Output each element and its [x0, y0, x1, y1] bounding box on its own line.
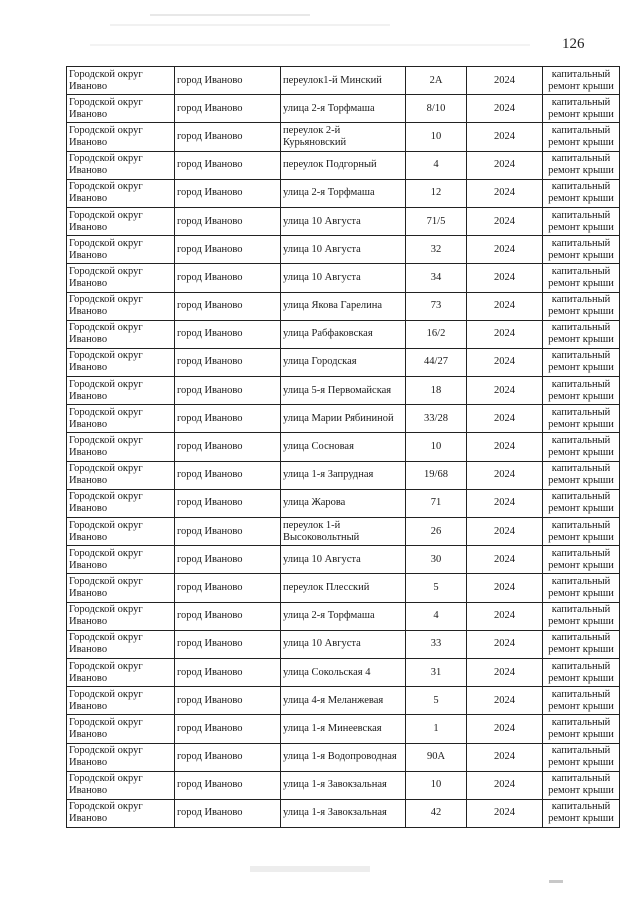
table-row [67, 687, 620, 715]
city-cell: город Иваново [175, 123, 281, 151]
city-cell: город Иваново [175, 602, 281, 630]
year-cell: 2024 [467, 264, 543, 292]
city-cell: город Иваново [175, 151, 281, 179]
table-row [67, 151, 620, 179]
table-row [67, 799, 620, 827]
district-cell: Городской округ Иваново [67, 687, 175, 715]
city-cell: город Иваново [175, 348, 281, 376]
year-cell: 2024 [467, 630, 543, 658]
table-row [67, 715, 620, 743]
house-number-cell: 90А [406, 743, 467, 771]
district-cell: Городской округ Иваново [67, 433, 175, 461]
year-cell: 2024 [467, 771, 543, 799]
house-number-cell: 10 [406, 123, 467, 151]
district-cell: Городской округ Иваново [67, 489, 175, 517]
district-cell: Городской округ Иваново [67, 67, 175, 95]
scan-artifact [250, 866, 370, 872]
year-cell: 2024 [467, 320, 543, 348]
work-type-cell: капитальный ремонт крыши [543, 489, 620, 517]
year-cell: 2024 [467, 799, 543, 827]
street-cell: улица 1-я Минеевская [281, 715, 406, 743]
work-type-cell: капитальный ремонт крыши [543, 461, 620, 489]
street-cell: улица 2-я Торфмаша [281, 95, 406, 123]
work-type-cell: капитальный ремонт крыши [543, 546, 620, 574]
district-cell: Городской округ Иваново [67, 602, 175, 630]
table-row [67, 320, 620, 348]
work-type-cell: капитальный ремонт крыши [543, 179, 620, 207]
district-cell: Городской округ Иваново [67, 799, 175, 827]
table-row [67, 630, 620, 658]
city-cell: город Иваново [175, 743, 281, 771]
work-type-cell: капитальный ремонт крыши [543, 236, 620, 264]
table-row [67, 292, 620, 320]
house-number-cell: 2А [406, 67, 467, 95]
district-cell: Городской округ Иваново [67, 151, 175, 179]
district-cell: Городской округ Иваново [67, 292, 175, 320]
work-type-cell: капитальный ремонт крыши [543, 574, 620, 602]
table-row [67, 546, 620, 574]
year-cell: 2024 [467, 658, 543, 686]
district-cell: Городской округ Иваново [67, 771, 175, 799]
street-cell: улица Якова Гарелина [281, 292, 406, 320]
city-cell: город Иваново [175, 461, 281, 489]
table-row [67, 518, 620, 546]
city-cell: город Иваново [175, 95, 281, 123]
work-type-cell: капитальный ремонт крыши [543, 658, 620, 686]
street-cell: улица 1-я Водопроводная [281, 743, 406, 771]
district-cell: Городской округ Иваново [67, 518, 175, 546]
year-cell: 2024 [467, 461, 543, 489]
house-number-cell: 10 [406, 433, 467, 461]
scan-artifact [110, 24, 390, 26]
year-cell: 2024 [467, 518, 543, 546]
table-row [67, 377, 620, 405]
house-number-cell: 5 [406, 574, 467, 602]
district-cell: Городской округ Иваново [67, 320, 175, 348]
year-cell: 2024 [467, 207, 543, 235]
house-number-cell: 30 [406, 546, 467, 574]
city-cell: город Иваново [175, 630, 281, 658]
house-number-cell: 26 [406, 518, 467, 546]
table-row [67, 461, 620, 489]
city-cell: город Иваново [175, 799, 281, 827]
city-cell: город Иваново [175, 292, 281, 320]
street-cell: переулок Плесский [281, 574, 406, 602]
table-row [67, 405, 620, 433]
district-cell: Городской округ Иваново [67, 207, 175, 235]
city-cell: город Иваново [175, 207, 281, 235]
house-number-cell: 71/5 [406, 207, 467, 235]
table-row [67, 433, 620, 461]
city-cell: город Иваново [175, 264, 281, 292]
city-cell: город Иваново [175, 236, 281, 264]
page-number: 126 [562, 36, 585, 52]
district-cell: Городской округ Иваново [67, 123, 175, 151]
district-cell: Городской округ Иваново [67, 461, 175, 489]
house-number-cell: 5 [406, 687, 467, 715]
house-number-cell: 19/68 [406, 461, 467, 489]
district-cell: Городской округ Иваново [67, 377, 175, 405]
table-row [67, 123, 620, 151]
house-number-cell: 34 [406, 264, 467, 292]
street-cell: улица 1-я Завокзальная [281, 799, 406, 827]
table-row [67, 67, 620, 95]
work-type-cell: капитальный ремонт крыши [543, 687, 620, 715]
street-cell: улица 5-я Первомайская [281, 377, 406, 405]
house-number-cell: 4 [406, 602, 467, 630]
year-cell: 2024 [467, 377, 543, 405]
street-cell: улица Сокольская 4 [281, 658, 406, 686]
district-cell: Городской округ Иваново [67, 574, 175, 602]
table-row [67, 95, 620, 123]
district-cell: Городской округ Иваново [67, 95, 175, 123]
street-cell: улица 10 Августа [281, 546, 406, 574]
house-number-cell: 42 [406, 799, 467, 827]
house-number-cell: 1 [406, 715, 467, 743]
scan-artifact [90, 44, 530, 46]
year-cell: 2024 [467, 687, 543, 715]
year-cell: 2024 [467, 433, 543, 461]
city-cell: город Иваново [175, 179, 281, 207]
year-cell: 2024 [467, 348, 543, 376]
house-number-cell: 4 [406, 151, 467, 179]
street-cell: улица 10 Августа [281, 264, 406, 292]
street-cell: переулок 2-й Курьяновский [281, 123, 406, 151]
year-cell: 2024 [467, 715, 543, 743]
work-type-cell: капитальный ремонт крыши [543, 743, 620, 771]
year-cell: 2024 [467, 123, 543, 151]
work-type-cell: капитальный ремонт крыши [543, 602, 620, 630]
city-cell: город Иваново [175, 433, 281, 461]
street-cell: улица 1-я Завокзальная [281, 771, 406, 799]
year-cell: 2024 [467, 405, 543, 433]
year-cell: 2024 [467, 743, 543, 771]
work-type-cell: капитальный ремонт крыши [543, 405, 620, 433]
city-cell: город Иваново [175, 377, 281, 405]
district-cell: Городской округ Иваново [67, 236, 175, 264]
city-cell: город Иваново [175, 518, 281, 546]
house-number-cell: 31 [406, 658, 467, 686]
house-number-cell: 32 [406, 236, 467, 264]
work-type-cell: капитальный ремонт крыши [543, 207, 620, 235]
work-type-cell: капитальный ремонт крыши [543, 264, 620, 292]
table-row [67, 348, 620, 376]
house-number-cell: 10 [406, 771, 467, 799]
table-row [67, 658, 620, 686]
city-cell: город Иваново [175, 67, 281, 95]
street-cell: улица 1-я Запрудная [281, 461, 406, 489]
table-row [67, 489, 620, 517]
street-cell: улица Жарова [281, 489, 406, 517]
house-number-cell: 18 [406, 377, 467, 405]
table-row [67, 743, 620, 771]
work-type-cell: капитальный ремонт крыши [543, 377, 620, 405]
city-cell: город Иваново [175, 687, 281, 715]
street-cell: улица 10 Августа [281, 236, 406, 264]
year-cell: 2024 [467, 489, 543, 517]
house-number-cell: 33 [406, 630, 467, 658]
street-cell: переулок 1-й Высоковольтный [281, 518, 406, 546]
street-cell: улица Рабфаковская [281, 320, 406, 348]
city-cell: город Иваново [175, 715, 281, 743]
registry-rows [67, 67, 620, 828]
table-row [67, 602, 620, 630]
district-cell: Городской округ Иваново [67, 630, 175, 658]
house-number-cell: 71 [406, 489, 467, 517]
house-number-cell: 73 [406, 292, 467, 320]
year-cell: 2024 [467, 602, 543, 630]
district-cell: Городской округ Иваново [67, 658, 175, 686]
street-cell: улица Марии Рябининой [281, 405, 406, 433]
street-cell: улица 10 Августа [281, 207, 406, 235]
scan-artifact [150, 14, 310, 16]
table-row [67, 771, 620, 799]
city-cell: город Иваново [175, 546, 281, 574]
work-type-cell: капитальный ремонт крыши [543, 320, 620, 348]
table-row [67, 264, 620, 292]
table-row [67, 574, 620, 602]
district-cell: Городской округ Иваново [67, 179, 175, 207]
house-number-cell: 33/28 [406, 405, 467, 433]
house-number-cell: 8/10 [406, 95, 467, 123]
work-type-cell: капитальный ремонт крыши [543, 771, 620, 799]
year-cell: 2024 [467, 67, 543, 95]
street-cell: улица 2-я Торфмаша [281, 179, 406, 207]
street-cell: улица Городская [281, 348, 406, 376]
year-cell: 2024 [467, 236, 543, 264]
table-row [67, 236, 620, 264]
district-cell: Городской округ Иваново [67, 715, 175, 743]
house-number-cell: 44/27 [406, 348, 467, 376]
city-cell: город Иваново [175, 320, 281, 348]
work-type-cell: капитальный ремонт крыши [543, 151, 620, 179]
street-cell: улица Сосновая [281, 433, 406, 461]
street-cell: улица 2-я Торфмаша [281, 602, 406, 630]
work-type-cell: капитальный ремонт крыши [543, 67, 620, 95]
street-cell: улица 4-я Меланжевая [281, 687, 406, 715]
year-cell: 2024 [467, 574, 543, 602]
year-cell: 2024 [467, 546, 543, 574]
city-cell: город Иваново [175, 489, 281, 517]
scan-artifact [549, 880, 563, 883]
year-cell: 2024 [467, 151, 543, 179]
house-number-cell: 16/2 [406, 320, 467, 348]
city-cell: город Иваново [175, 658, 281, 686]
street-cell: переулок Подгорный [281, 151, 406, 179]
work-type-cell: капитальный ремонт крыши [543, 715, 620, 743]
work-type-cell: капитальный ремонт крыши [543, 518, 620, 546]
year-cell: 2024 [467, 179, 543, 207]
table-row [67, 207, 620, 235]
work-type-cell: капитальный ремонт крыши [543, 799, 620, 827]
district-cell: Городской округ Иваново [67, 264, 175, 292]
table-row [67, 179, 620, 207]
district-cell: Городской округ Иваново [67, 743, 175, 771]
city-cell: город Иваново [175, 405, 281, 433]
district-cell: Городской округ Иваново [67, 348, 175, 376]
work-type-cell: капитальный ремонт крыши [543, 348, 620, 376]
work-type-cell: капитальный ремонт крыши [543, 95, 620, 123]
year-cell: 2024 [467, 292, 543, 320]
street-cell: переулок1-й Минский [281, 67, 406, 95]
work-type-cell: капитальный ремонт крыши [543, 292, 620, 320]
work-type-cell: капитальный ремонт крыши [543, 630, 620, 658]
city-cell: город Иваново [175, 771, 281, 799]
work-type-cell: капитальный ремонт крыши [543, 433, 620, 461]
street-cell: улица 10 Августа [281, 630, 406, 658]
district-cell: Городской округ Иваново [67, 546, 175, 574]
house-number-cell: 12 [406, 179, 467, 207]
work-type-cell: капитальный ремонт крыши [543, 123, 620, 151]
year-cell: 2024 [467, 95, 543, 123]
city-cell: город Иваново [175, 574, 281, 602]
district-cell: Городской округ Иваново [67, 405, 175, 433]
registry-table [66, 66, 620, 828]
